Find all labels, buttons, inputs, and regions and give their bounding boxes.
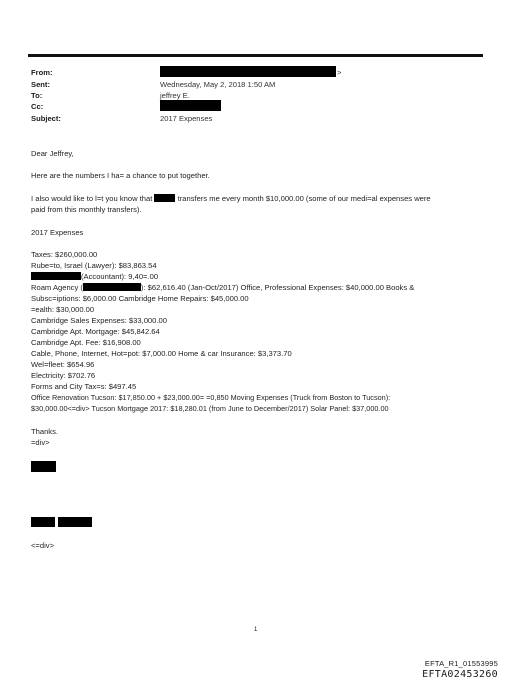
electricity-line: Electricity: $702.76 [31,371,96,380]
from-suffix: > [337,68,342,77]
name-redaction-2 [58,517,92,527]
transfer-line [31,194,431,203]
footer-ref-1: EFTA_R1_01553995 [424,659,498,668]
intro-line: Here are the numbers I ha= a chance to put together. [31,171,210,180]
cable-line: Cable, Phone, Internet, Hot=pot: $7,000.00 Home & car Insurance: $3,373.70 [31,349,292,358]
mortgage-line: Cambridge Apt. Mortgage: $45,842.64 [31,327,160,336]
transfer-text-after: transfers me every month $10,000.00 (some of our medi=al expenses were [177,194,431,203]
transfer-redaction [154,194,175,202]
tucson-line: $30,000.00<=div> Tucson Mortgage 2017: $18,280.01 (from June to December/2017) Solar Panel: $37,000.00 [31,404,389,413]
greeting: Dear Jeffrey, [31,149,74,158]
sales-line: Cambridge Sales Expenses: $33,000.00 [31,316,167,325]
signature-redaction [31,461,56,472]
page-number: 1 [254,627,258,633]
lawyer-line: Rube=to, Israel (Lawyer): $83,863.54 [31,261,157,270]
cc-redaction [160,100,221,111]
subscriptions-line: Subsc=iptions: $6,000.00 Cambridge Home Repairs: $45,000.00 [31,294,249,303]
thanks-line: Thanks. [31,427,59,436]
sent-value: Wednesday, May 2, 2018 1:50 AM [160,80,276,89]
accountant-line [31,272,158,281]
renovation-line: Office Renovation Tucson: $17,850.00 + $23,000.00= =0,850 Moving Expenses (Truck from Boston to Tucson): [31,393,391,402]
roam-line [31,283,414,292]
taxes-line: Taxes: $260,000.00 [31,250,98,259]
footer-ref-2: EFTA02453260 [422,669,498,680]
subject-value: 2017 Expenses [160,114,213,123]
to-label: To: [31,91,43,100]
div-close-line: =div> [31,438,50,447]
roam-redaction [83,283,141,291]
accountant-redaction [31,272,81,280]
accountant-text: (Accountant): 9,40=.00 [81,272,159,281]
health-line: =ealth: $30,000.00 [31,305,95,314]
fee-line: Cambridge Apt. Fee: $16,908.00 [31,338,141,347]
expenses-title: 2017 Expenses [31,228,84,237]
to-value: jeffrey E. [160,91,190,100]
name-redaction-1 [31,517,55,527]
div-end-line: <=div> [31,541,55,550]
roam-text-after: ): $62,616.40 (Jan-Oct/2017) Office, Professional Expenses: $40,000.00 Books & [140,283,415,292]
cc-label: Cc: [31,102,44,111]
roam-text-before: Roam Agency ( [31,283,83,292]
sent-label: Sent: [31,80,50,89]
transfer-line-cont: paid from this monthly transfers). [31,205,142,214]
header-rule [28,54,483,57]
transfer-text-before: I also would like to l=t you know that [31,194,153,203]
from-label: From: [31,68,53,77]
forms-line: Forms and City Tax=s: $497.45 [31,382,137,391]
from-redaction [160,66,336,77]
subject-label: Subject: [31,114,61,123]
welfleet-line: Wel=fleet: $654.96 [31,360,95,369]
